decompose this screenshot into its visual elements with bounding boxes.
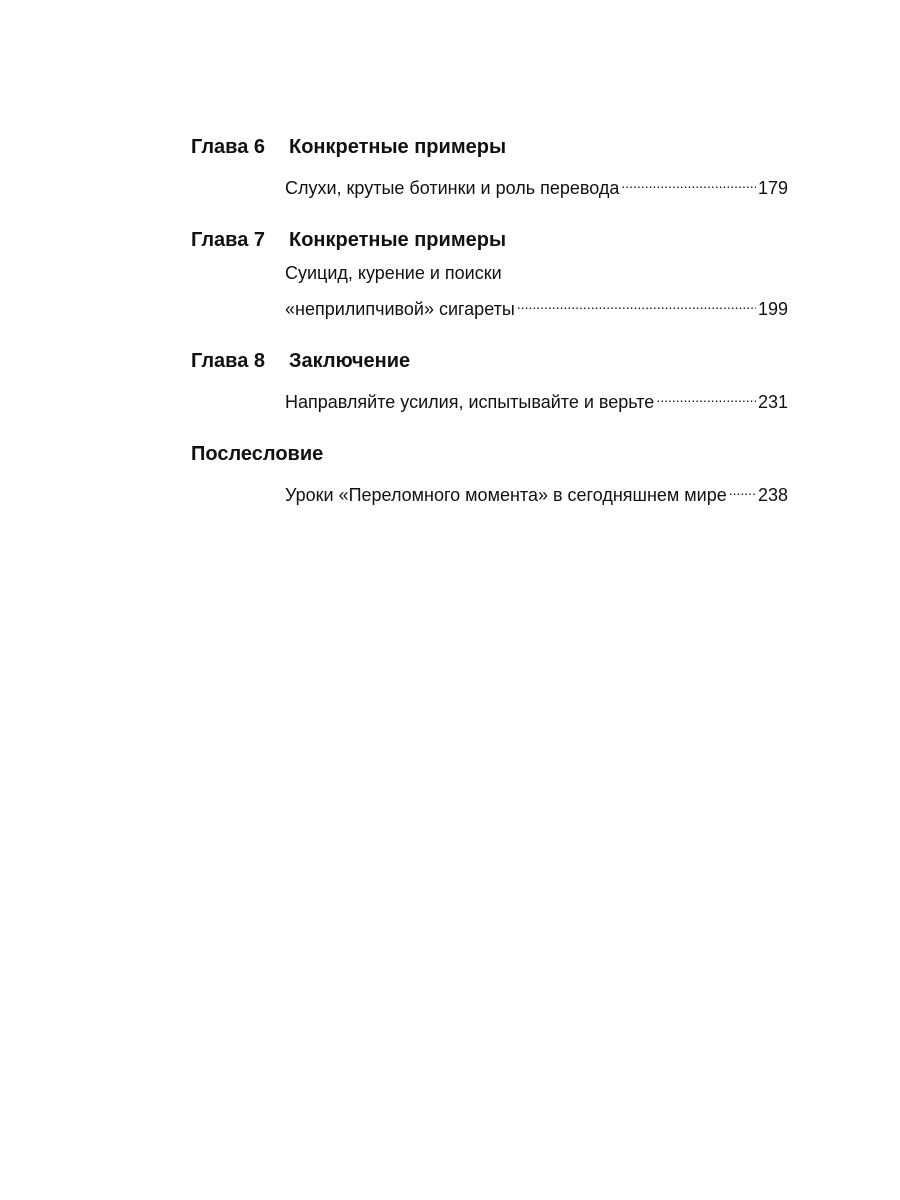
toc-entry-text: Слухи, крутые ботинки и роль перевода xyxy=(285,178,620,198)
dot-leader xyxy=(729,473,756,501)
chapter-number: Глава 8 xyxy=(191,350,266,372)
toc-chapter-7 xyxy=(191,226,788,319)
toc-entry-text: Направляйте усилия, испытывайте и верьте xyxy=(285,392,655,412)
chapter-number: Глава 7 xyxy=(191,229,266,251)
dot-leader xyxy=(621,166,756,194)
afterword-title: Послесловие xyxy=(191,443,324,465)
toc-entry-line xyxy=(285,287,788,319)
page-number: 199 xyxy=(757,299,788,319)
chapter-number: Глава 6 xyxy=(191,136,266,158)
toc-entry-text: Суицид, курение и поиски xyxy=(285,263,502,283)
afterword-heading xyxy=(191,440,788,468)
toc-chapter-8 xyxy=(191,347,788,412)
toc-afterword xyxy=(191,440,788,505)
chapter-title: Конкретные примеры xyxy=(289,136,507,158)
page-number: 179 xyxy=(757,178,788,198)
toc-entry-text: «неприлипчивой» сигареты xyxy=(285,299,515,319)
chapter-title: Заключение xyxy=(289,350,411,372)
chapter-title: Конкретные примеры xyxy=(289,229,507,251)
toc-entry-line xyxy=(285,380,788,412)
chapter-heading xyxy=(191,347,788,375)
toc-chapter-6 xyxy=(191,133,788,198)
toc-entry[interactable] xyxy=(285,259,788,319)
toc-entry-line xyxy=(285,166,788,198)
table-of-contents xyxy=(191,133,788,533)
toc-entry[interactable] xyxy=(285,380,788,412)
page-number: 238 xyxy=(757,485,788,505)
toc-entry-line xyxy=(285,259,788,287)
page-number: 231 xyxy=(757,392,788,412)
toc-entry-line xyxy=(285,473,788,505)
toc-entry[interactable] xyxy=(285,166,788,198)
dot-leader xyxy=(517,287,756,315)
chapter-heading xyxy=(191,133,788,161)
toc-entry-text: Уроки «Переломного момента» в сегодняшнем мире xyxy=(285,485,727,505)
chapter-heading xyxy=(191,226,788,254)
dot-leader xyxy=(656,380,756,408)
toc-entry[interactable] xyxy=(285,473,788,505)
